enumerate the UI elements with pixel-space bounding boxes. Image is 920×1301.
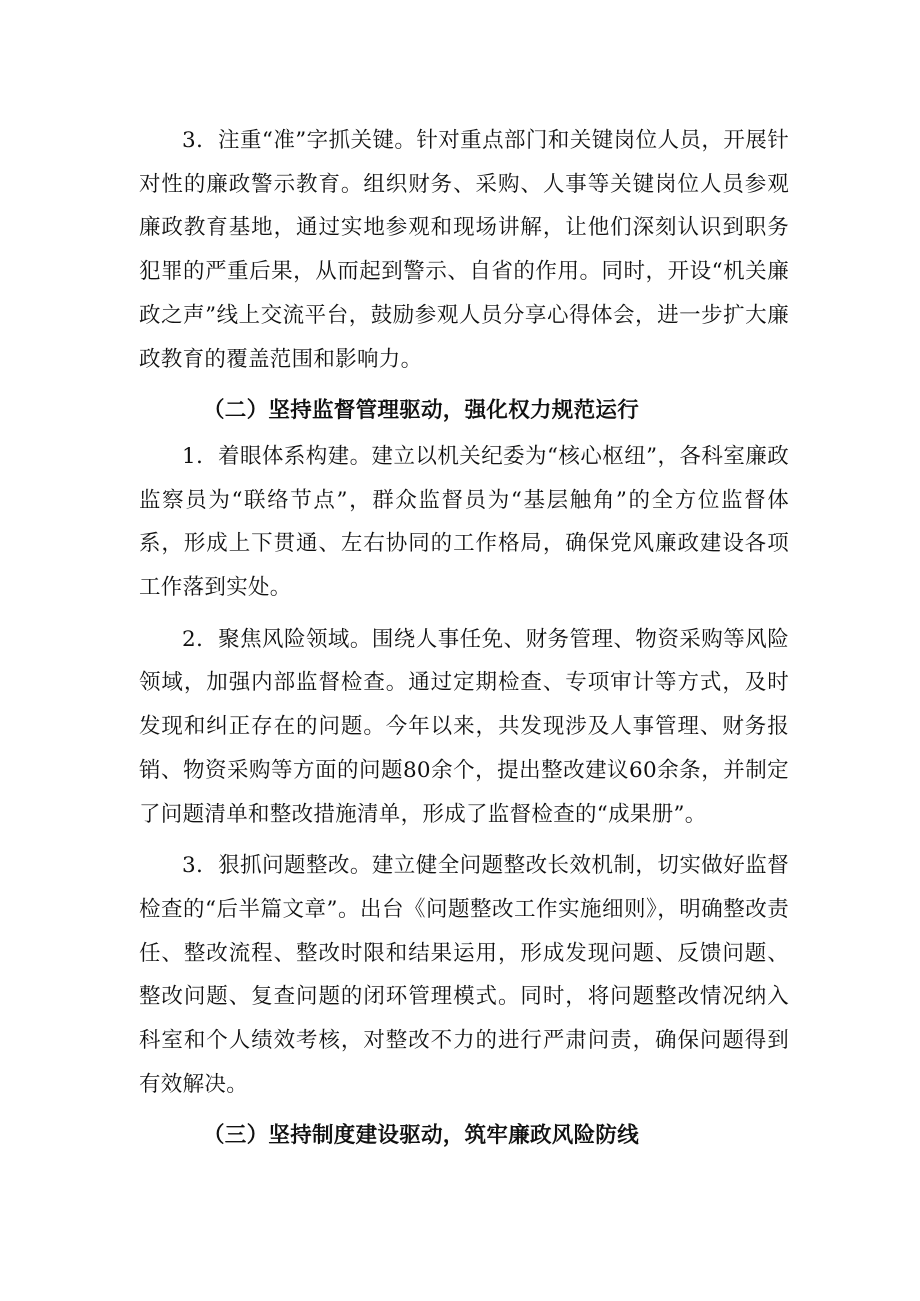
paragraph-education-targeting: 3．注重“准”字抓关键。针对重点部门和关键岗位人员，开展针对性的廉政警示教育。组织财务、采购、人事等关键岗位人员参观廉政教育基地，通过实地参观和现场讲解，让他们深刻认识到职务犯罪的严重后果，从而起到警示、自省的作用。同时，开设“机关廉政之声”线上交流平台，鼓励参观人员分享心得体会，进一步扩大廉政教育的覆盖范围和影响力。 bbox=[139, 128, 789, 372]
paragraph-rectification: 3．狠抓问题整改。建立健全问题整改长效机制，切实做好监督检查的“后半篇文章”。出台《问题整改工作实施细则》，明确整改责任、整改流程、整改时限和结果运用，形成发现问题、反馈问题、整改问题、复查问题的闭环管理模式。同时，将问题整改情况纳入科室和个人绩效考核，对整改不力的进行严肃问责，确保问题得到有效解决。 bbox=[139, 853, 789, 1097]
section-heading-institution: （三）坚持制度建设驱动，筑牢廉政风险防线 bbox=[203, 1123, 640, 1149]
paragraph-system-building: 1．着眼体系构建。建立以机关纪委为“核心枢纽”，各科室廉政监察员为“联络节点”，群众监督员为“基层触角”的全方位监督体系，形成上下贯通、左右协同的工作格局，确保党风廉政建设各项工作落到实处。 bbox=[139, 443, 789, 601]
section-heading-supervision: （二）坚持监督管理驱动，强化权力规范运行 bbox=[203, 398, 640, 424]
paragraph-risk-areas: 2．聚焦风险领域。围绕人事任免、财务管理、物资采购等风险领域，加强内部监督检查。通过定期检查、专项审计等方式，及时发现和纠正存在的问题。今年以来，共发现涉及人事管理、财务报销、物资采购等方面的问题80余个，提出整改建议60余条，并制定了问题清单和整改措施清单，形成了监督检查的“成果册”。 bbox=[139, 626, 789, 827]
document-page bbox=[139, 119, 789, 1160]
